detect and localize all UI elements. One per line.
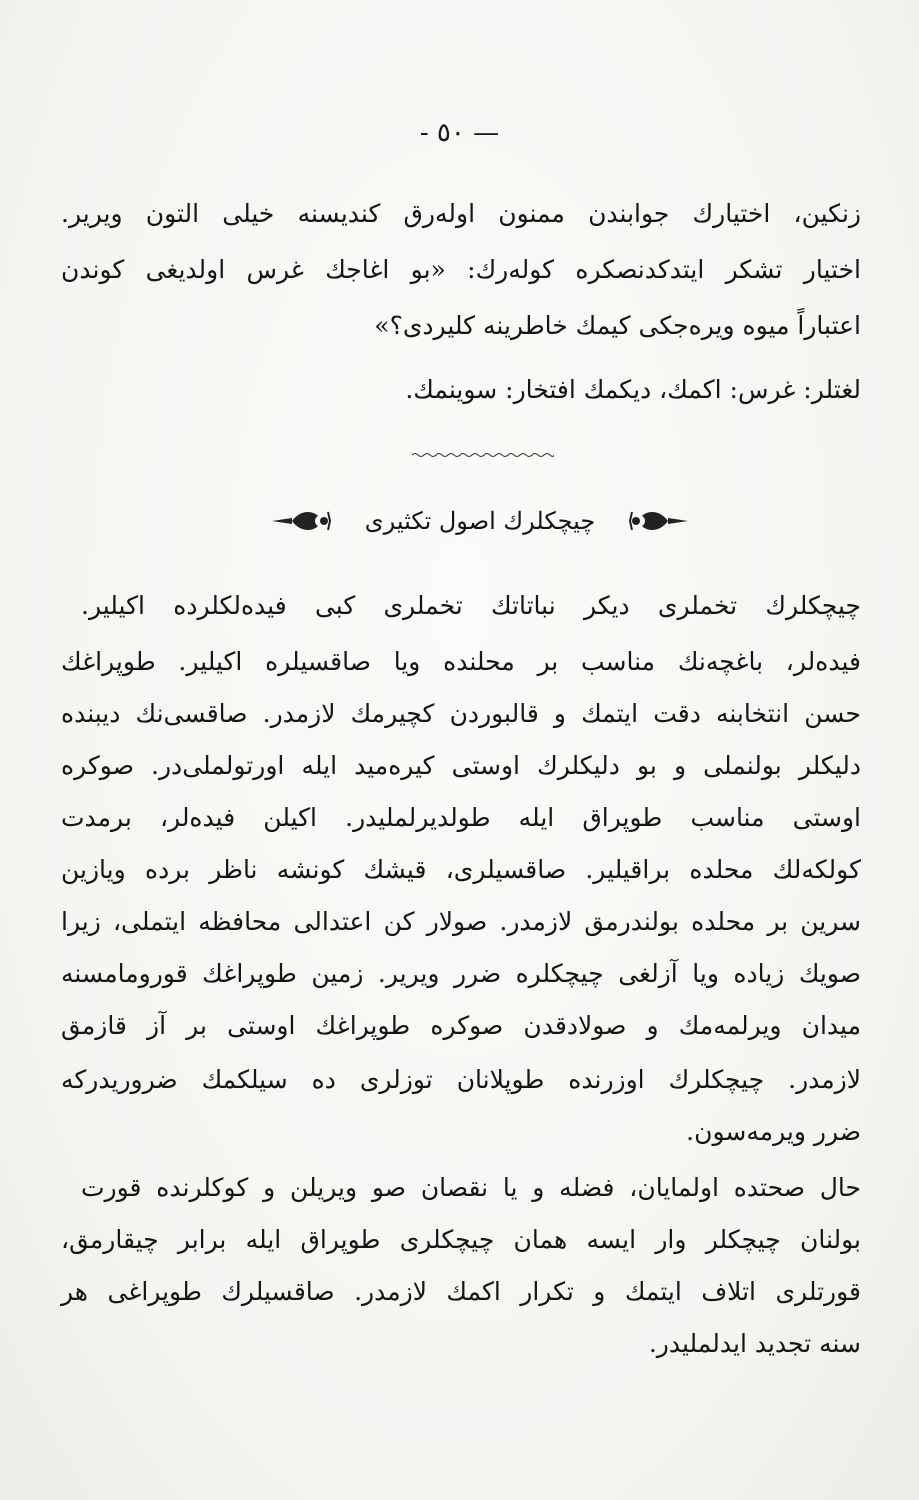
intro-line: اعتباراً ميوه ويره‌جكى كيمك خاطرينه كليردى؟»	[374, 311, 861, 340]
paragraph-line: فيده‌لر، باغچه‌نك مناسب بر محلنده ويا صاقسيلره اكيلير. طوپراغك	[61, 647, 861, 676]
paragraph-line: بولنان چيچكلر وار ايسه همان چيچكلرى طوپراق ايله برابر چيقارمق،	[61, 1225, 861, 1254]
paragraph-line: سنه تجديد ايدلمليدر.	[648, 1329, 861, 1358]
paragraph-line: لازمدر. چيچكلرك اوزرنده طوپلانان توزلرى ده سيلكمك ضروريدركه	[61, 1065, 861, 1094]
intro-line: زنكين، اختيارك جوابندن ممنون اوله‌رق كنديسنه خيلى التون ويرير.	[61, 199, 861, 228]
paragraph-line: ضرر ويرمه‌سون.	[686, 1117, 861, 1146]
paragraph-line: قورتلرى اتلاف ايتمك و تكرار اكمك لازمدر. صاقسيلرك طوپراغى هر	[61, 1277, 861, 1306]
section-heading	[270, 496, 690, 546]
wavy-divider	[412, 452, 554, 458]
paragraph-line: كولكه‌لك محلده براقيلير. صاقسيلرى، قيشك كونشه ناظر برده وياز‌ين	[61, 855, 861, 884]
section-title: چيچكلرك اصول تكثيرى	[364, 507, 596, 535]
paragraph-line: صويك زياده ويا آزلغى چيچكلره ضرر ويرير. زمين طوپراغك قورومامسنه	[61, 959, 861, 988]
paragraph-line: چيچكلرك تخملرى ديكر نباتاتك تخملرى كبى فيده‌لكلرده اكيلير.	[81, 591, 861, 620]
paragraph-line: حال صحتده اولمايان، فضله و يا نقصان صو ويريلن و كوكلرنده قورت	[81, 1173, 861, 1202]
left-ornament-icon	[270, 506, 332, 536]
paragraph-line: ميدان ويرلمه‌مك و صولادقدن صوكره طوپراغك اوستى بر آز قازمق	[61, 1011, 861, 1040]
paragraph-line: دليكلر بولنملى و بو دليكلرك اوستى كيره‌ميد ايله اورتولملى‌در. صوكره	[61, 751, 861, 780]
page-number: - ٥٠ —	[419, 118, 500, 148]
intro-line: اختيار تشكر ايتدكدنصكره كوله‌رك: «بو اغاجك غرس اولديغى كوندن	[61, 255, 861, 284]
paragraph-line: سرين بر محلده بولندرمق لازمدر. صولار كن اعتدالى محافظه ايتملى، زيرا	[61, 907, 861, 936]
paragraph-line: حسن انتخابنه دقت ايتمك و قالبوردن كچيرمك لازمدر. صاقسى‌نك ديبنده	[61, 699, 861, 728]
right-ornament-icon	[628, 506, 690, 536]
paragraph-line: اوستى مناسب طوپراق ايله طولديرلمليدر. اكيلن فيده‌لر، برمدت	[61, 803, 861, 832]
glossary-line: لغتلر: غرس: اكمك، ديكمك افتخار: سوينمك.	[405, 375, 861, 404]
